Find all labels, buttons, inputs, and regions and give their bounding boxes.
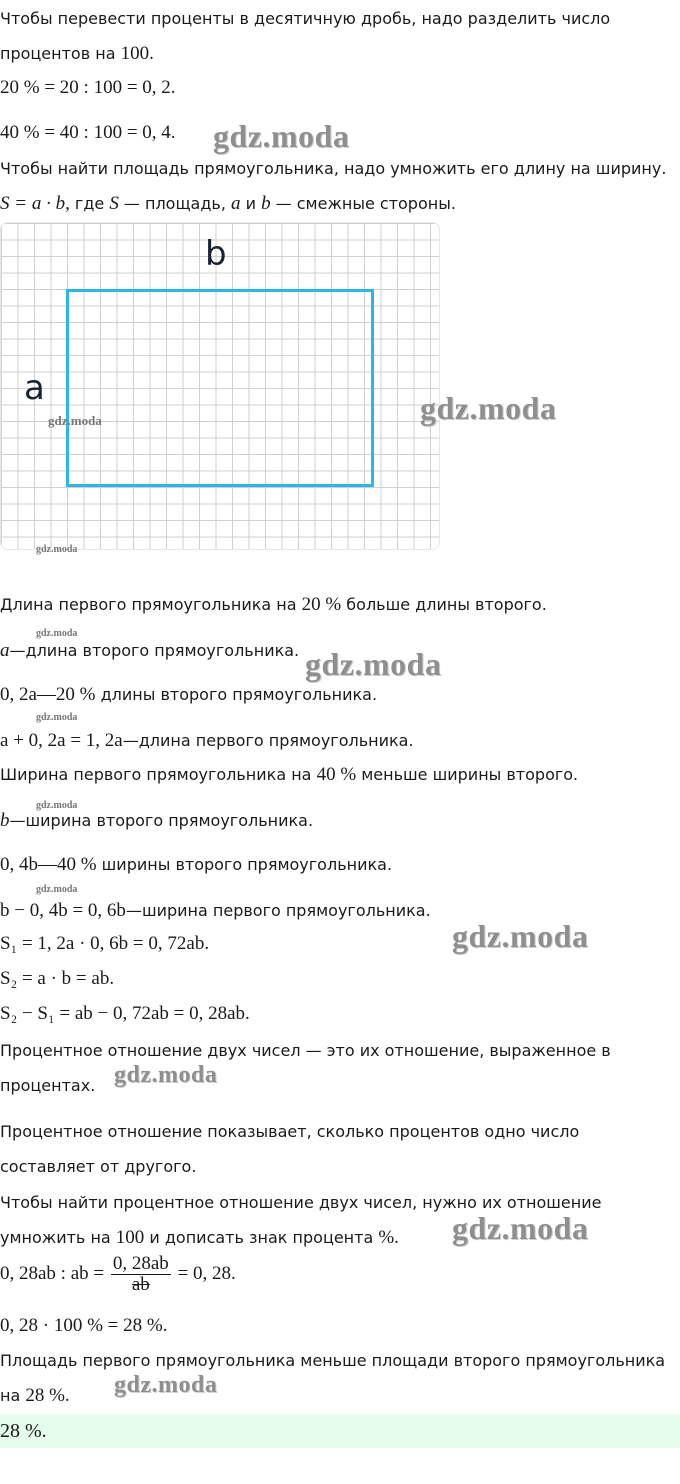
decrease-width: 0, 4b—40 % ширины второго прямоугольника. (0, 854, 393, 875)
answer-box (0, 1414, 680, 1448)
percent-ratio-rule: Чтобы найти процентное отношение двух чисел, нужно их отношение (0, 1193, 602, 1212)
watermark: gdz.moda (114, 1372, 218, 1398)
percent-ratio-explain-cont: составляет от другого. (0, 1157, 197, 1176)
percent-ratio-rule-cont: умножить на 100 и дописать знак процента %. (0, 1227, 399, 1248)
ratio-calc: 0, 28ab : ab = $\frac{0, 28ab}{ab}$ = 0, 28. (0, 1253, 236, 1296)
first-length-statement: Длина первого прямоугольника на 20 % больше длины второго. (0, 594, 547, 615)
watermark-tiny: gdz.moda (36, 884, 78, 895)
rule-percent-to-decimal-cont: процентов на 100. (0, 43, 154, 64)
ratio-fraction: $\frac{0, 28ab}{ab}$ (112, 1253, 169, 1296)
watermark-small: gdz.moda (48, 413, 102, 428)
area-s2: S₂ = a · b = ab. (0, 968, 115, 989)
watermark-tiny: gdz.moda (36, 628, 78, 639)
calc-20-percent: 20 % = 20 : 100 = 0, 2. (0, 77, 176, 98)
watermark-tiny: gdz.moda (36, 544, 78, 555)
watermark: gdz.moda (452, 1210, 589, 1246)
percent-ratio-def-cont: процентах. (0, 1076, 96, 1095)
first-width-calc: b − 0, 4b = 0, 6b—ширина первого прямоугольника. (0, 900, 431, 921)
answer-text: 28 %. (0, 1420, 47, 1442)
first-width-statement: Ширина первого прямоугольника на 40 % меньше ширины второго. (0, 764, 579, 785)
watermark: gdz.moda (452, 918, 589, 954)
watermark-tiny: gdz.moda (36, 712, 78, 723)
watermark-tiny: gdz.moda (36, 800, 78, 811)
area-difference: S₂ − S₁ = ab − 0, 72ab = 0, 28ab. (0, 1003, 250, 1024)
increase-length: 0, 2a—20 % длины второго прямоугольника. (0, 684, 378, 705)
rule-rectangle-area: Чтобы найти площадь прямоугольника, надо умножить его длину на ширину. (0, 159, 667, 178)
percent-ratio-explain: Процентное отношение показывает, сколько процентов одно число (0, 1122, 580, 1141)
watermark: gdz.moda (213, 118, 350, 154)
side-a-label: a (24, 368, 45, 408)
second-length-def: a—длина второго прямоугольника. (0, 640, 300, 661)
conclusion-cont: на 28 %. (0, 1385, 70, 1406)
watermark: gdz.moda (420, 390, 557, 426)
area-s1: S₁ = 1, 2a · 0, 6b = 0, 72ab. (0, 933, 210, 954)
calc-40-percent: 40 % = 40 : 100 = 0, 4. (0, 122, 176, 143)
side-b-label: b (205, 234, 227, 274)
first-length-calc: a + 0, 2a = 1, 2a—длина первого прямоугольника. (0, 730, 414, 751)
watermark: gdz.moda (305, 646, 442, 682)
percent-ratio-def: Процентное отношение двух чисел — это их отношение, выраженное в (0, 1041, 611, 1060)
percent-calc: 0, 28 · 100 % = 28 %. (0, 1315, 168, 1336)
watermark: gdz.moda (114, 1062, 218, 1088)
rule-percent-to-decimal: Чтобы перевести проценты в десятичную дробь, надо разделить число (0, 9, 611, 28)
second-width-def: b—ширина второго прямоугольника. (0, 810, 314, 831)
area-formula-line: S = a · b, где S — площадь, a и b — смежные стороны. (0, 193, 456, 214)
conclusion: Площадь первого прямоугольника меньше площади второго прямоугольника (0, 1351, 666, 1370)
rectangle-outline (66, 289, 374, 487)
